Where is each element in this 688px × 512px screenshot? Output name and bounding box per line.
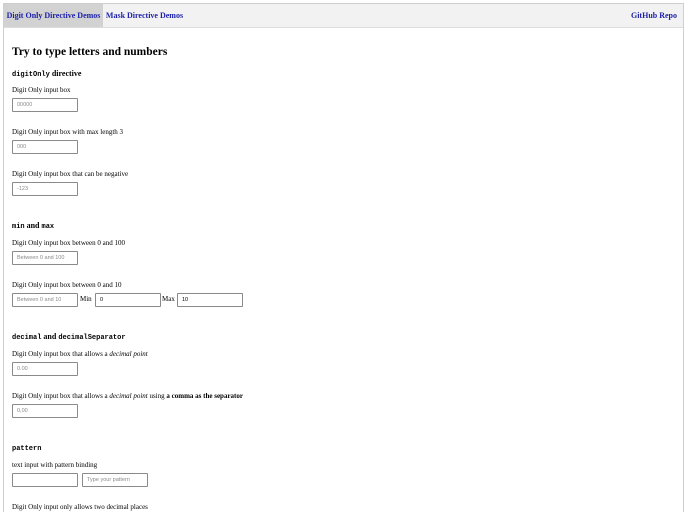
label-maxlength: Digit Only input box with max length 3 (12, 128, 124, 136)
label-two-decimal: Digit Only input only allows two decimal places (12, 503, 148, 511)
heading-word-and: and (43, 332, 57, 341)
section-heading-pattern (12, 443, 41, 453)
section-heading-decimal (12, 332, 126, 342)
code-min: min (12, 223, 25, 231)
top-navbar (4, 4, 683, 28)
label-basic-digit: Digit Only input box (12, 86, 71, 94)
section-heading-digit-only (12, 69, 81, 79)
label-negative: Digit Only input box that can be negative (12, 170, 129, 178)
pattern-definition-input[interactable] (82, 473, 148, 487)
max-label: Max (162, 295, 175, 303)
decimal-point-input[interactable] (12, 362, 78, 376)
label-range-10: Digit Only input box between 0 and 10 (12, 281, 122, 289)
basic-digit-input[interactable] (12, 98, 78, 112)
label-decimal-comma (12, 392, 243, 400)
label-decimal-comma-em: decimal point (109, 392, 148, 400)
demo-page-frame (3, 3, 684, 512)
code-decimal-separator: decimalSeparator (58, 334, 126, 342)
range-10-input[interactable] (12, 293, 78, 307)
negative-digit-input[interactable] (12, 182, 78, 196)
decimal-comma-input[interactable] (12, 404, 78, 418)
label-range-100: Digit Only input box between 0 and 100 (12, 239, 125, 247)
github-repo-link[interactable]: GitHub Repo (630, 11, 677, 20)
label-decimal-point-prefix: Digit Only input box that allows a (12, 350, 108, 358)
code-max: max (41, 223, 55, 231)
heading-word-directive: directive (51, 69, 82, 78)
label-pattern-binding: text input with pattern binding (12, 461, 98, 469)
label-decimal-comma-strong: a comma as the separator (166, 392, 243, 400)
label-decimal-comma-mid: using (149, 392, 165, 400)
label-decimal-point-em: decimal point (109, 350, 148, 358)
label-decimal-comma-prefix: Digit Only input box that allows a (12, 392, 108, 400)
code-pattern: pattern (12, 445, 42, 453)
min-label: Min (80, 295, 92, 303)
min-input[interactable] (95, 293, 161, 307)
tab-digit-only-demos[interactable]: Digit Only Directive Demos (4, 4, 103, 27)
tab-mask-demos[interactable]: Mask Directive Demos (105, 11, 184, 20)
heading-word-and: and (26, 221, 40, 230)
maxlength-digit-input[interactable] (12, 140, 78, 154)
code-decimal: decimal (12, 334, 42, 342)
section-heading-min-max (12, 221, 54, 231)
code-digit-only: digitOnly (12, 71, 50, 79)
label-decimal-point (12, 350, 148, 358)
range-100-input[interactable] (12, 251, 78, 265)
max-input[interactable] (177, 293, 243, 307)
pattern-text-input[interactable] (12, 473, 78, 487)
page-heading: Try to type letters and numbers (12, 46, 168, 58)
